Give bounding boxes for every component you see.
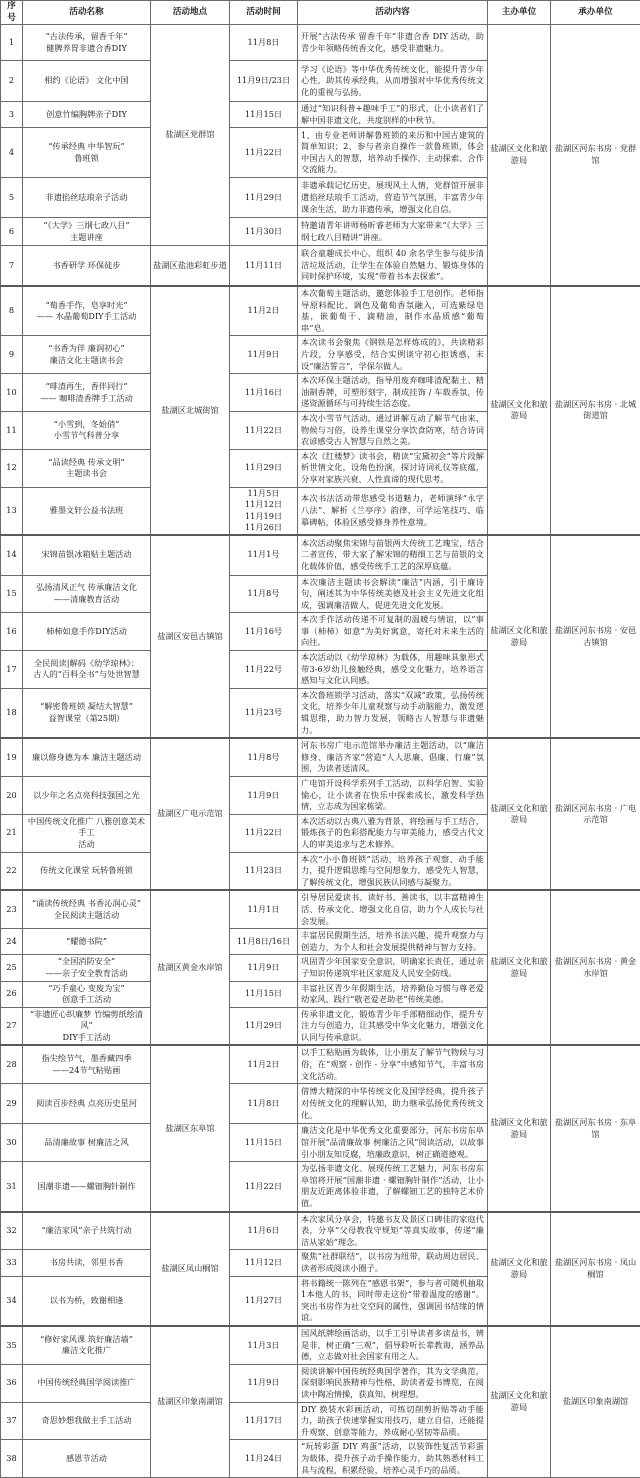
activity-location: 盐湖区安邑古镇馆 xyxy=(151,535,230,738)
activity-time-line: 11月8日/16日 xyxy=(232,936,295,948)
activity-name-line: 弘扬清风正气 传承廉洁文化 xyxy=(25,582,148,594)
row-seq: 15 xyxy=(1,575,23,613)
row-seq: 32 xyxy=(1,1212,23,1250)
table-header-row xyxy=(1,1,640,25)
row-seq: 31 xyxy=(1,1162,23,1212)
activity-name-line: ——24节气粘贴画 xyxy=(25,1065,148,1077)
activity-time-line: 11月29日 xyxy=(232,192,295,204)
activity-content: 本次活动聚焦宋锦与苗银两大传统工艺瑰宝，结合二者宣传，带大家了解宋锦的精细工艺与苗银的文化载体价值，感受传统手工艺的深厚底蕴。 xyxy=(298,535,488,575)
activity-time-line: 11月8号 xyxy=(232,752,295,764)
activity-name xyxy=(23,955,151,981)
activity-time xyxy=(230,336,298,374)
activity-name-line: “耀德书院” xyxy=(25,936,148,948)
activity-time xyxy=(230,1364,298,1402)
activity-name-line: 健脾养胃非遗合香DIY xyxy=(25,43,148,55)
activity-content: 为弘扬非遗文化、展现传统工艺魅力，河东书房东阜馆将开展“国潮非遗 · 螺钿胸针制作”活动，让小朋友近距离体验非遗，了解螺钿工艺的独特艺术价值。 xyxy=(298,1162,488,1212)
undertaker: 盐湖区河东书房 · 东阜馆 xyxy=(551,1045,640,1211)
activity-time xyxy=(230,929,298,955)
activity-time xyxy=(230,1276,298,1326)
row-seq: 2 xyxy=(1,61,23,102)
activity-location: 盐湖区党群馆 xyxy=(151,25,230,246)
activity-content: 开展“古法传承 留香千年”非遗合香 DIY 活动，助青少年领略传统香文化，感受非遗魅力。 xyxy=(298,25,488,61)
row-seq: 20 xyxy=(1,777,23,815)
activity-content: 丰富社区青少年假期生活，培养勤俭习惯与尊老爱幼家风，践行“敬老爱老助老”传统美德。 xyxy=(298,981,488,1007)
activity-name-line: 书房共读，邻里书香 xyxy=(25,1257,148,1269)
activity-time xyxy=(230,487,298,535)
activity-content: 国风纸牌绘画活动，以手工引导读者多读益书，辨是非，树正确“三观”，倡导聆听长辈教诲，涵养品德，立志做对社会国家有用之人。 xyxy=(298,1326,488,1364)
table-row xyxy=(1,535,640,575)
activity-content: 本次读书会聚焦《钢铁是怎样炼成的》，共读精彩片段，分享感受，结合实例谈守初心拒诱惑，末设“廉洁誓言”，学保尔做人。 xyxy=(298,336,488,374)
activity-content: 阅读讲解中国传统经典国学著作，其为文学典范，深刻影响民族精神与性格，助读者爱书博览，在阅读中陶冶情操，获真知，树理想。 xyxy=(298,1364,488,1402)
activity-name-line: 相约《论语》 文化中国 xyxy=(25,75,148,87)
activity-content: 以手工粘贴画为载体，让小朋友了解节气物候与习俗，在“观察 - 创作 - 分享”中感知节气，丰富书房文化活动。 xyxy=(298,1045,488,1083)
activity-name-line: ——清廉教育活动 xyxy=(25,594,148,606)
header-content: 活动内容 xyxy=(298,1,488,25)
activity-name-line: “品读经典 传承文明” xyxy=(25,457,148,469)
activity-name-line: —— 咖啡渣香牌手工活动 xyxy=(25,393,148,405)
activity-time-line: 11月6日 xyxy=(232,1225,295,1237)
activity-name-line: 廉洁文化主题读书会 xyxy=(25,355,148,367)
activity-name-line: —— 水晶葡萄DIY手工活动 xyxy=(25,311,148,323)
activity-name xyxy=(23,777,151,815)
activity-name xyxy=(23,890,151,928)
activity-name-line: 创意竹编胸牌亲子DIY xyxy=(25,109,148,121)
activity-name xyxy=(23,929,151,955)
activity-name xyxy=(23,61,151,102)
activity-time xyxy=(230,575,298,613)
activity-content: 河东书房广电示范馆举办廉洁主题活动，以“廉洁修身、廉洁齐家”营造“人人思廉、倡廉、行廉”氛围，为读者送清风。 xyxy=(298,738,488,776)
header-organizer: 主办单位 xyxy=(488,1,551,25)
activity-time-line: 11月9日 xyxy=(232,790,295,802)
activity-content: 非遗承载记忆历史，展现风土人情，党群馆开展非遗掐丝珐琅手工活动，营造节气氛围，丰富青少年课余生活，助力非遗传承，增强文化自信。 xyxy=(298,178,488,218)
activity-name-line: 中国传统文化推广 八雅创意美术手工 xyxy=(25,816,148,839)
activity-time xyxy=(230,1045,298,1083)
activity-name-line: “传承经典 中华智玩” xyxy=(25,141,148,153)
activity-content: 本次活动以古典八雅为背景，将绘画与手工结合，锻炼孩子的色彩搭配能力与审美能力，感受古代文人的审美追求与艺术修养。 xyxy=(298,814,488,852)
header-time: 活动时间 xyxy=(230,1,298,25)
header-location: 活动地点 xyxy=(151,1,230,25)
table-row xyxy=(1,1326,640,1364)
activity-name-line: 全民阅读主题活动 xyxy=(25,910,148,922)
undertaker: 盐湖区河东书房 · 安邑古镇馆 xyxy=(551,535,640,738)
activity-time xyxy=(230,852,298,890)
activity-name-line: 感恩节活动 xyxy=(25,1453,148,1465)
table-row xyxy=(1,738,640,776)
row-seq: 17 xyxy=(1,651,23,689)
activity-time xyxy=(230,178,298,218)
activity-time xyxy=(230,1326,298,1364)
activity-content: 借博大精深的中华传统文化及国学经典，提升孩子对传统文化的理解认知，助力继承弘扬优秀传统文化。 xyxy=(298,1084,488,1124)
row-seq: 26 xyxy=(1,981,23,1007)
row-seq: 30 xyxy=(1,1124,23,1162)
organizer: 盐湖区文化和旅游局 xyxy=(488,1326,551,1478)
activity-time xyxy=(230,128,298,178)
activity-time-line: 11月19日 xyxy=(232,511,295,523)
activity-time-line: 11月24日 xyxy=(232,1453,295,1465)
row-seq: 1 xyxy=(1,25,23,61)
activity-time-line: 11月1日 xyxy=(232,904,295,916)
activity-time xyxy=(230,449,298,487)
activity-content: 学习《论语》等中华优秀传统文化，能提升青少年心性，助其传承经典，从而增强对中华优秀传统文化的重视与弘扬。 xyxy=(298,61,488,102)
activity-time xyxy=(230,738,298,776)
activity-content: 将书籍统一陈列在“感恩书架”，参与者可随机抽取1本他人的书，同时带走这份“带着温度的感谢”。突出书房作为社交空间的属性，强调因书结缘的情谊。 xyxy=(298,1276,488,1326)
activity-time xyxy=(230,651,298,689)
activity-time xyxy=(230,613,298,651)
undertaker: 盐湖区河东书房 · 黄金水岸馆 xyxy=(551,890,640,1045)
activity-name-line: 以书为桥，致谢相逢 xyxy=(25,1295,148,1307)
activity-time-line: 11月15日 xyxy=(232,109,295,121)
activity-content: 本次活动以《幼学琼林》为载体，用趣味具象形式带3-6岁幼儿接触经典，感受文化魅力，培养语言感知与文化认同感。 xyxy=(298,651,488,689)
activity-name xyxy=(23,535,151,575)
organizer: 盐湖区文化和旅游局 xyxy=(488,1045,551,1211)
activity-time xyxy=(230,535,298,575)
activity-name xyxy=(23,1162,151,1212)
activity-name xyxy=(23,688,151,738)
activity-content: 本次手作活动传递不可复制的温暖与情谊，以“事事（柿柿）如意”为美好寓意，寄托对未来生活的向往。 xyxy=(298,613,488,651)
activity-content: 本次廉洁主题读书会解读“廉洁”内涵，引于廉诗句，阐述其为中华传统美德及社会主义先进文化组成，强调廉洁做人，促进先进文化发展。 xyxy=(298,575,488,613)
table-row xyxy=(1,890,640,928)
activity-time-line: 11月15日 xyxy=(232,988,295,1000)
activity-name-line: “廉洁家风”亲子共筑行动 xyxy=(25,1225,148,1237)
row-seq: 3 xyxy=(1,102,23,128)
activity-location: 盐湖区盐池彩虹步道 xyxy=(151,246,230,286)
activity-time-line: 11月16号 xyxy=(232,626,295,638)
activity-name-line: “萄香手作，皂享时光” xyxy=(25,300,148,312)
activity-name-line: 主题讲座 xyxy=(25,232,148,244)
row-seq: 14 xyxy=(1,535,23,575)
activity-name xyxy=(23,286,151,336)
activity-name xyxy=(23,178,151,218)
activity-name-line: ——亲子安全教育活动 xyxy=(25,968,148,980)
table-body xyxy=(1,25,640,1478)
activity-time-line: 11月8日 xyxy=(232,37,295,49)
activity-location: 盐湖区凤山榈馆 xyxy=(151,1212,230,1326)
row-seq: 37 xyxy=(1,1402,23,1440)
activity-content: 传承非遗文化，锻炼青少年手部精细动作，提升专注力与创造力，让其感受中华文化魅力，增强文化认同与传承意识。 xyxy=(298,1007,488,1045)
activity-time xyxy=(230,1440,298,1478)
activity-time-line: 11月22日 xyxy=(232,1181,295,1193)
row-seq: 12 xyxy=(1,449,23,487)
activity-time xyxy=(230,1250,298,1276)
activity-time-line: 11月17日 xyxy=(232,1415,295,1427)
activity-time xyxy=(230,777,298,815)
activity-name xyxy=(23,852,151,890)
row-seq: 8 xyxy=(1,286,23,336)
activity-name-line: 指尖绘节气，墨香藏四季 xyxy=(25,1053,148,1065)
activity-content: 本次书法活动带您感受书道魅力，老师演绎“永字八法”、解析《兰亭序》韵律，可学运笔技巧、临摹碑帖，体验区感受修身养性意境。 xyxy=(298,487,488,535)
row-seq: 10 xyxy=(1,374,23,412)
activity-name-line: 雅墨文轩公益书法班 xyxy=(25,505,148,517)
activity-content: 丰富居民假期生活，培养书法兴趣，提升观察力与创造力，为个人和社会发展提供精神与智力支持。 xyxy=(298,929,488,955)
activity-location: 盐湖区广电示范馆 xyxy=(151,738,230,890)
activity-time xyxy=(230,1162,298,1212)
activity-time-line: 11月9日 xyxy=(232,1377,295,1389)
activity-name xyxy=(23,449,151,487)
activity-name-line: “修好家风课 筑好廉洁墙” xyxy=(25,1334,148,1346)
activity-time-line: 11月26日 xyxy=(232,522,295,534)
activity-name xyxy=(23,575,151,613)
activity-name xyxy=(23,246,151,286)
activity-time xyxy=(230,61,298,102)
activity-name-line: “古法传承，留香千年” xyxy=(25,31,148,43)
activity-time-line: 11月29日 xyxy=(232,462,295,474)
activity-name xyxy=(23,218,151,246)
activity-name xyxy=(23,1045,151,1083)
activity-name xyxy=(23,1250,151,1276)
activity-time xyxy=(230,981,298,1007)
activity-name-line: 柿柿如意手作DIY活动 xyxy=(25,626,148,638)
row-seq: 13 xyxy=(1,487,23,535)
activity-content: 本次小雪节气活动，通过讲解互动了解节气由来、物候与习俗，设养生课堂分享饮食防寒，结合诗词农谚感受古人智慧与自然之美。 xyxy=(298,411,488,449)
activity-name-line: 活动 xyxy=(25,839,148,851)
activity-time-line: 11月22日 xyxy=(232,827,295,839)
activity-name xyxy=(23,1402,151,1440)
activity-location: 盐湖区东阜馆 xyxy=(151,1045,230,1211)
table-row xyxy=(1,1212,640,1250)
row-seq: 22 xyxy=(1,852,23,890)
activity-time-line: 11月2日 xyxy=(232,305,295,317)
row-seq: 16 xyxy=(1,613,23,651)
activity-name-line: 以少年之名点亮科技强国之光 xyxy=(25,790,148,802)
activity-content: 通过“知识科普+趣味手工”的形式，让小读者们了解中国非遗文化，共度别样的中秋节。 xyxy=(298,102,488,128)
activity-time-line: 11月30日 xyxy=(232,226,295,238)
activity-location: 盐湖区北城街馆 xyxy=(151,286,230,535)
activity-name-line: “非遗匠心织廉梦 竹编剪纸绘清风” xyxy=(25,1009,148,1032)
undertaker: 盐湖区印象南湖馆 xyxy=(551,1326,640,1478)
activity-time-line: 11月12日 xyxy=(232,499,295,511)
activity-content: 巩固青少年国家安全意识，明确家长责任，通过亲子知识传递筑牢社区家庭及人民安全防线。 xyxy=(298,955,488,981)
table-row xyxy=(1,25,640,61)
activity-name-line: 创意手工活动 xyxy=(25,994,148,1006)
activity-name-line: “解密鲁班锁 凝结大智慧” xyxy=(25,701,148,713)
undertaker: 盐湖区河东书房 · 凤山榈馆 xyxy=(551,1212,640,1326)
activity-time xyxy=(230,1007,298,1045)
row-seq: 23 xyxy=(1,890,23,928)
activity-content: 廉洁文化是中华优秀文化重要部分，河东书房东阜馆开展“品清廉故事 树廉洁之风”阅读活动，以故事引小朋友知反腐，培廉政意识，树正确道德观。 xyxy=(298,1124,488,1162)
organizer: 盐湖区文化和旅游局 xyxy=(488,738,551,890)
activity-name xyxy=(23,411,151,449)
activity-name xyxy=(23,1326,151,1364)
activity-name xyxy=(23,1364,151,1402)
activity-name-line: 廉洁文化推广 xyxy=(25,1345,148,1357)
activity-name xyxy=(23,1007,151,1045)
activity-time-line: 11月22日 xyxy=(232,147,295,159)
activity-name xyxy=(23,1440,151,1478)
activity-time-line: 11月22号 xyxy=(232,664,295,676)
undertaker: 盐湖区河东书房 · 党群馆 xyxy=(551,25,640,286)
row-seq: 38 xyxy=(1,1440,23,1478)
activity-time xyxy=(230,814,298,852)
header-seq: 序号 xyxy=(1,1,23,25)
activity-name-line: 宋锦苗银冰箱贴主题活动 xyxy=(25,549,148,561)
activity-time-line: 11月9日 xyxy=(232,962,295,974)
activity-time-line: 11月27日 xyxy=(232,1295,295,1307)
activity-content: 本次葡萄主题活动，邀您体验手工皂创作。老师指导原料配比、调色及葡萄香氛融入，可选紫绿皂基，嵌葡萄干、滴精油，制作水晶质感“葡萄串”皂。 xyxy=(298,286,488,336)
activity-name-line: 非遗掐丝珐琅亲子活动 xyxy=(25,192,148,204)
row-seq: 33 xyxy=(1,1250,23,1276)
activity-name-line: 品清廉故事 树廉洁之风 xyxy=(25,1137,148,1149)
row-seq: 27 xyxy=(1,1007,23,1045)
activity-name-line: “全国消防安全” xyxy=(25,956,148,968)
activity-content: 引导居民爱读书、读好书、善读书，以丰富精神生活、传承文化、增强文化自信，助力个人成长与社会发展。 xyxy=(298,890,488,928)
activity-name-line: “小雪到，冬始俏” xyxy=(25,419,148,431)
activity-name xyxy=(23,981,151,1007)
activity-name xyxy=(23,1124,151,1162)
activity-name xyxy=(23,1276,151,1326)
activity-name-line: “书香为伴 廉润初心” xyxy=(25,343,148,355)
undertaker: 盐湖区河东书房 · 广电示范馆 xyxy=(551,738,640,890)
row-seq: 21 xyxy=(1,814,23,852)
activity-location: 盐湖区印象南湖馆 xyxy=(151,1326,230,1478)
activity-time xyxy=(230,374,298,412)
activity-name xyxy=(23,814,151,852)
activity-time xyxy=(230,955,298,981)
activity-time xyxy=(230,1212,298,1250)
activity-content: 本次鲁班锁学习活动，落实“双减”政策，弘扬传统文化，培养少年儿童观察与动手动脑能力，激发逻辑思维，助力智力发展，领略古人智慧与非遗魅力。 xyxy=(298,688,488,738)
activity-time xyxy=(230,218,298,246)
activity-time-line: 11月23号 xyxy=(232,707,295,719)
organizer: 盐湖区文化和旅游局 xyxy=(488,286,551,535)
organizer: 盐湖区文化和旅游局 xyxy=(488,890,551,1045)
activity-name-line: 主题读书会 xyxy=(25,468,148,480)
activity-time-line: 11月9日 xyxy=(232,349,295,361)
activity-content: 本次环保主题活动，指导用废弃咖啡渣配黏土、精油制香牌，可塑形刻字，制成挂饰 / 车载香氛，传递资源循环与可持续生活态度。 xyxy=(298,374,488,412)
activity-name xyxy=(23,487,151,535)
activity-time-line: 11月23日 xyxy=(232,865,295,877)
activity-name-line: 廉以修身德为本 廉洁主题活动 xyxy=(25,752,148,764)
activity-time-line: 11月16日 xyxy=(232,387,295,399)
organizer: 盐湖区文化和旅游局 xyxy=(488,1212,551,1326)
activity-name-line: 传统文化课堂 玩转鲁班锁 xyxy=(25,865,148,877)
activity-content: 特邀请青年讲师杨昕睿老师为大家带来“《大学》三纲七政八目精讲”讲座。 xyxy=(298,218,488,246)
activity-time-line: 11月15日 xyxy=(232,1137,295,1149)
activity-name-line: 中国传统经典国学阅读推广 xyxy=(25,1377,148,1389)
activity-time-line: 11月12日 xyxy=(232,1257,295,1269)
row-seq: 18 xyxy=(1,688,23,738)
activity-time-line: 11月9日/23日 xyxy=(232,75,295,87)
activity-name-line: 奇思妙想我做主手工活动 xyxy=(25,1415,148,1427)
activity-name xyxy=(23,374,151,412)
activity-name-line: 国潮非遗——螺钿胸针制作 xyxy=(25,1181,148,1193)
row-seq: 9 xyxy=(1,336,23,374)
activity-name-line: DIY手工活动 xyxy=(25,1032,148,1044)
activity-location: 盐湖区黄金水岸馆 xyxy=(151,890,230,1045)
row-seq: 6 xyxy=(1,218,23,246)
activity-name xyxy=(23,613,151,651)
activity-name-line: “诵读传统经典 书香沁润心灵” xyxy=(25,898,148,910)
activity-time-line: 11月3日 xyxy=(232,1340,295,1352)
row-seq: 36 xyxy=(1,1364,23,1402)
activity-name xyxy=(23,25,151,61)
activity-time-line: 11月5日 xyxy=(232,488,295,500)
activity-name xyxy=(23,738,151,776)
row-seq: 24 xyxy=(1,929,23,955)
undertaker: 盐湖区河东书房 · 北城街道馆 xyxy=(551,286,640,535)
activity-time xyxy=(230,890,298,928)
activity-time xyxy=(230,286,298,336)
activity-time-line: 11月22日 xyxy=(232,425,295,437)
row-seq: 5 xyxy=(1,178,23,218)
row-seq: 11 xyxy=(1,411,23,449)
activity-name xyxy=(23,1212,151,1250)
activity-time xyxy=(230,25,298,61)
row-seq: 34 xyxy=(1,1276,23,1326)
activity-content: 1、由专业老师讲解鲁班锁的来历和中国古建筑的简单知识；2、参与者亲自操作一款鲁班锁，体会中国古人的智慧，培养动手操作、主动探索、合作交流能力。 xyxy=(298,128,488,178)
activity-name-line: 鲁班锁 xyxy=(25,153,148,165)
row-seq: 19 xyxy=(1,738,23,776)
table-row xyxy=(1,286,640,336)
header-undertaker: 承办单位 xyxy=(551,1,640,25)
activity-name-line: 益智课堂（第25期） xyxy=(25,713,148,725)
organizer: 盐湖区文化和旅游局 xyxy=(488,535,551,738)
table-row xyxy=(1,1045,640,1083)
activity-time-line: 11月8日 xyxy=(232,1098,295,1110)
row-seq: 29 xyxy=(1,1084,23,1124)
activity-name-line: 全民阅读|解码《幼学琼林》： xyxy=(25,658,148,670)
activity-time xyxy=(230,246,298,286)
activity-time-line: 11月29日 xyxy=(232,1020,295,1032)
activity-time xyxy=(230,1124,298,1162)
header-activity-name: 活动名称 xyxy=(23,1,151,25)
activity-name-line: 书香研学 环保徒步 xyxy=(25,260,148,272)
activity-name-line: 阅读百步经典 点亮历史星河 xyxy=(25,1098,148,1110)
organizer: 盐湖区文化和旅游局 xyxy=(488,25,551,286)
activity-content: 联合童趣成长中心，组织 40 余名学生参与徒步清洁垃圾活动，让学生在体验自然魅力、锻炼身体的同时保护环境，实现“带着书本去探索”。 xyxy=(298,246,488,286)
row-seq: 7 xyxy=(1,246,23,286)
activity-time-line: 11月11日 xyxy=(232,260,295,272)
activity-time-line: 11月1号 xyxy=(232,549,295,561)
activity-time xyxy=(230,1402,298,1440)
activity-name xyxy=(23,1084,151,1124)
activity-name xyxy=(23,336,151,374)
activity-time-line: 11月2日 xyxy=(232,1059,295,1071)
row-seq: 35 xyxy=(1,1326,23,1364)
row-seq: 28 xyxy=(1,1045,23,1083)
activity-content: 聚焦“社群联结”，以书房为纽带，联动周边居民、读者形成阅读小圈子。 xyxy=(298,1250,488,1276)
activity-name-line: “啡渣再生，香伴同行” xyxy=(25,381,148,393)
activity-content: 广电馆开设科学系列手工活动，以科学启智、实验愉心，让小读者在快乐中探索成长，激发科学热情，立志成为国家栋梁。 xyxy=(298,777,488,815)
activity-content: “玩转彩蛋 DIY 鸡蛋”活动，以装饰性复活节彩蛋为载体，提升孩子动手操作能力，助其熟悉材料工具与流程，积累经验，培养心灵手巧的品质。 xyxy=(298,1440,488,1478)
activity-name xyxy=(23,102,151,128)
activity-name xyxy=(23,128,151,178)
activity-content: DIY 换装水彩画活动，可练切削剪折贴等动手能力，助孩子快速掌握实用技巧，建立自信，还能提升观察、创意等能力，养成耐心坚韧等品质。 xyxy=(298,1402,488,1440)
activity-name xyxy=(23,651,151,689)
activity-name-line: “巧手童心 变废为宝” xyxy=(25,983,148,995)
activity-content: 本次“小小鲁班锁”活动，培养孩子观察、动手能力，提升逻辑思维与空间想象力，感受先人智慧，了解传统文化，增强民族认同感与凝聚力。 xyxy=(298,852,488,890)
activity-time xyxy=(230,411,298,449)
activity-time xyxy=(230,102,298,128)
row-seq: 25 xyxy=(1,955,23,981)
activity-time xyxy=(230,1084,298,1124)
activity-content: 本次家风分享会，特邀书友及景区口碑佳的家庭代表，分享“父母教我守规矩”等真实故事，传递“廉洁从家始”理念。 xyxy=(298,1212,488,1250)
activity-content: 本次《红楼梦》读书会，精读“宝黛初会”等片段解析世情文化，设角色扮演，探讨诗词礼仪等底蕴，分享对家族兴衰、人性真谛的现代思考。 xyxy=(298,449,488,487)
activity-time xyxy=(230,688,298,738)
row-seq: 4 xyxy=(1,128,23,178)
activity-name-line: 古人的“百科全书”与处世智慧 xyxy=(25,669,148,681)
activity-time-line: 11月8号 xyxy=(232,588,295,600)
activity-name-line: “《大学》三纲七政八目” xyxy=(25,220,148,232)
activity-name-line: 小雪节气科普分享 xyxy=(25,430,148,442)
